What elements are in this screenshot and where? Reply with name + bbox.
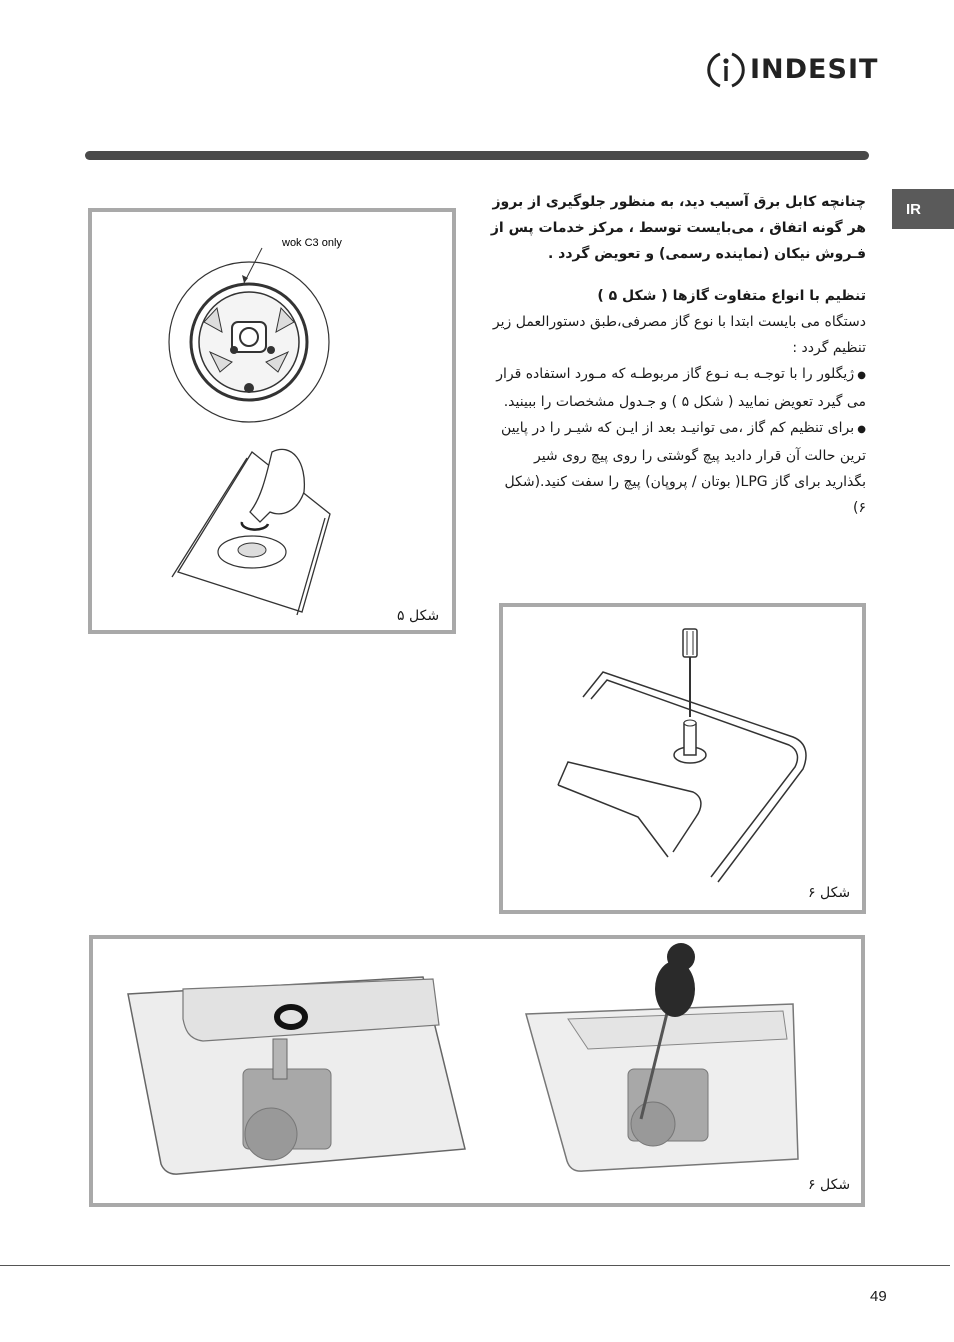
- burner-nozzle-illustration: [92, 212, 452, 630]
- instruction-text: [490, 189, 866, 521]
- bullet-item: [490, 415, 866, 521]
- figure-6-caption: شکل ۶: [808, 1177, 851, 1193]
- header-divider: [85, 151, 869, 160]
- power-cable-warning: چنانچه کابل برق آسیب دید، به منظور جلوگیری از بروز هر گونه اتفاق ، می‌بایست توسط ، مرکز خدمات پس از فـروش نیکان (نماینده رسمی) و تعویض گردد .: [490, 194, 866, 262]
- figure-5: [88, 208, 456, 634]
- bullet-text: برای تنظیم کم گاز ،می توانیـد بعد از ایـن که شیـر را در پایین ترین حالت آن قرار دادید پیچ گوشتی را روی پیچ روی شیر بگذارید برای گاز LPG( بوتان / پروپان) پیچ را سفت کنید.(شکل ۶): [500, 420, 866, 516]
- gas-adjust-intro: دستگاه می بایست ابتدا با نوع گاز مصرفی،طبق دستورالعمل زیر تنظیم گردد :: [492, 314, 866, 356]
- indesit-logo-icon: [706, 50, 746, 90]
- valve-screw-illustration: [503, 607, 862, 910]
- language-tab: IR: [892, 189, 954, 229]
- bullet-text: ژیگلور را با توجـه بـه نـوع گاز مربوطـه که مـورد استفاده قرار می گیرد تعویض نمایید ( شکل ۵ ) و جـدول مشخصات را ببینید.: [496, 366, 866, 410]
- figure-6-valve-3d: [89, 935, 865, 1207]
- figure-5-caption: شکل ۵: [397, 608, 440, 624]
- bullet-item: [490, 361, 866, 415]
- bullet-icon: [854, 366, 866, 382]
- brand-logo: [706, 50, 879, 92]
- page-number: 49: [870, 1288, 887, 1305]
- section-heading: تنظیم با انواع متفاوت گازها ( شکل ۵ ): [597, 288, 866, 304]
- wok-label: wok C3 only: [282, 237, 342, 249]
- figure-6-caption: شکل ۶: [808, 885, 851, 901]
- valve-3d-illustration: [93, 939, 861, 1203]
- footer-divider: [0, 1265, 950, 1266]
- bullet-icon: [854, 420, 866, 436]
- brand-name: INDESIT: [750, 54, 879, 85]
- figure-6-screwdriver: [499, 603, 866, 914]
